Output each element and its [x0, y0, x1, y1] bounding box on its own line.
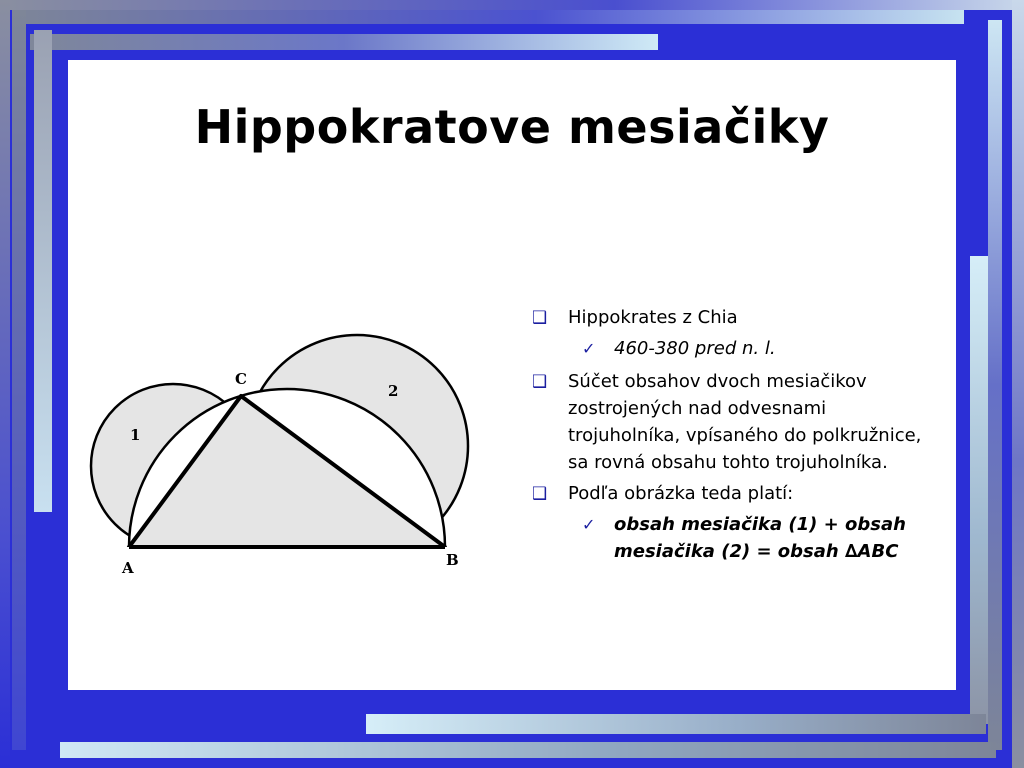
hollow-square-icon: ❑: [532, 484, 548, 504]
bullet-list: [530, 304, 930, 571]
frame-bar-left: [12, 10, 26, 750]
bullet-item: [530, 480, 930, 507]
hollow-square-icon: ❑: [532, 308, 548, 328]
frame-bar-top: [30, 34, 658, 50]
lune-label-2: 2: [388, 382, 399, 400]
bullet-text: Podľa obrázka teda platí:: [568, 483, 794, 504]
frame-bar-top: [0, 0, 1024, 10]
frame-bar-bottom: [60, 742, 996, 758]
sub-bullet-text: 460-380 pred n. l.: [614, 338, 776, 359]
slide-canvas: [68, 60, 956, 690]
lune-label-1: 1: [130, 426, 141, 444]
point-label-a: A: [122, 559, 134, 577]
checkmark-icon: ✓: [582, 339, 596, 358]
frame-bar-left: [0, 0, 10, 768]
point-label-c: C: [235, 370, 247, 388]
frame-bar-right: [970, 256, 988, 724]
bullet-item: [530, 304, 930, 331]
frame-bar-top: [12, 10, 964, 24]
frame-bar-bottom: [366, 714, 986, 734]
sub-bullet-text: obsah mesiačika (1) + obsah mesiačika (2) = obsah ∆ABC: [614, 514, 906, 562]
frame-bar-left: [34, 30, 52, 512]
sub-bullet-item: [530, 511, 930, 565]
sub-bullet-item: [530, 335, 930, 362]
hollow-square-icon: ❑: [532, 372, 548, 392]
bullet-item: [530, 368, 930, 476]
frame-bar-right: [1012, 0, 1024, 768]
bullet-text: Hippokrates z Chia: [568, 307, 738, 328]
checkmark-icon: ✓: [582, 515, 596, 534]
bullet-text: Súčet obsahov dvoch mesiačikov zostrojených nad odvesnami trojuholníka, vpísaného do polkružnice, sa rovná obsahu tohto trojuholníka.: [568, 371, 922, 473]
frame-bar-right: [988, 20, 1002, 750]
point-label-b: B: [446, 551, 459, 569]
slide-title: Hippokratove mesiačiky: [194, 100, 830, 154]
